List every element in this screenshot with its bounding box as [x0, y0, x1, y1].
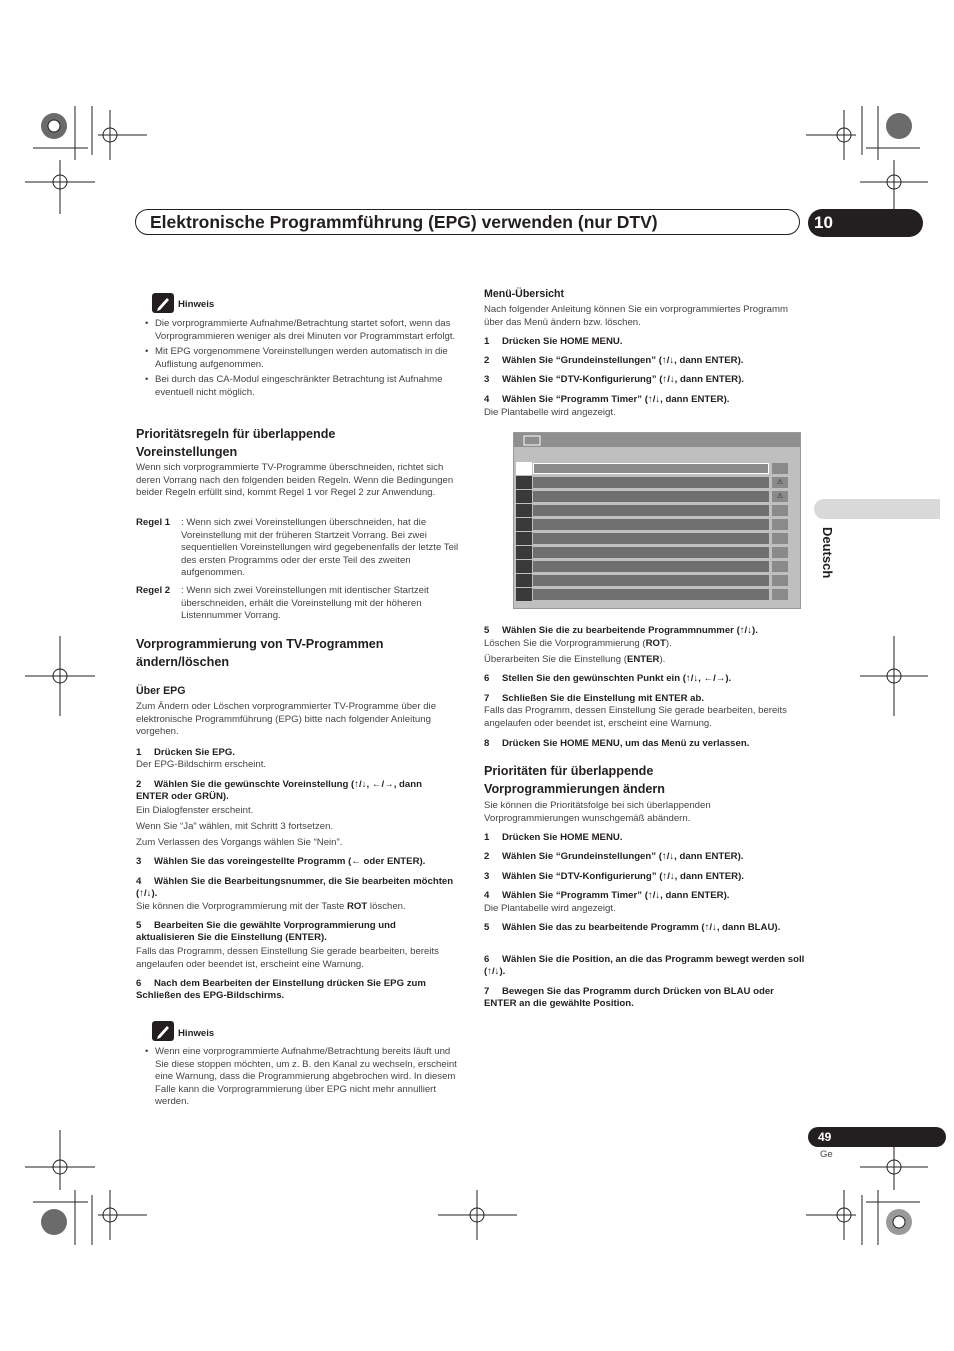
step-note: Der EPG-Bildschirm erscheint. — [136, 759, 267, 770]
rule-label: Regel 1 — [136, 517, 171, 528]
language-label — [815, 527, 839, 587]
note-icon — [152, 293, 174, 313]
step-note: Sie können die Vorprogrammierung mit der Taste ROT löschen. — [136, 901, 406, 912]
note-label: Hinweis — [178, 1028, 215, 1039]
section-heading: Prioritätsregeln für überlappende Voreinstellungen — [136, 427, 336, 459]
step: 5 Bearbeiten Sie die gewählte Vorprogrammierung und aktualisieren Sie die Einstellung (ENTER). — [136, 920, 396, 944]
list-item: • Die vorprogrammierte Aufnahme/Betrachtung startet sofort, wenn das Vorprogrammieren weniger als drei Minuten vor Programmstart erfolgt. — [145, 318, 461, 343]
rule-label: Regel 2 — [136, 585, 171, 596]
step: 6 Nach dem Bearbeiten der Einstellung drücken Sie EPG zum Schließen des EPG-Bildschirms. — [136, 978, 426, 1002]
step: 6 Stellen Sie den gewünschten Punkt ein (↑/↓, ←/→). — [484, 673, 732, 684]
step-note: Die Plantabelle wird angezeigt. — [484, 903, 616, 914]
step: 4 Wählen Sie “Programm Timer” (↑/↓, dann ENTER). — [484, 890, 730, 901]
step-note: Die Plantabelle wird angezeigt. — [484, 407, 616, 418]
list-item: • Bei durch das CA-Modul eingeschränkter Betrachtung ist Aufnahme eventuell nicht möglich. — [145, 374, 461, 399]
timer-row — [514, 574, 802, 588]
timer-row — [514, 462, 802, 476]
step-note: Zum Verlassen des Vorgangs wählen Sie “Nein”. — [136, 837, 343, 848]
step: 7 Schließen Sie die Einstellung mit ENTER ab. — [484, 693, 705, 704]
step-note: Wenn Sie “Ja” wählen, mit Schritt 3 fortsetzen. — [136, 821, 334, 832]
step: 4 Wählen Sie die Bearbeitungsnummer, die Sie bearbeiten möchten (↑/↓). — [136, 876, 454, 900]
section-heading: Vorprogrammierung von TV-Programmen ändern/löschen — [136, 637, 384, 669]
step: 1 Drücken Sie HOME MENU. — [484, 832, 623, 843]
step: 2 Wählen Sie die gewünschte Voreinstellung (↑/↓, ←/→, dann ENTER oder GRÜN). — [136, 779, 422, 803]
step-note: Ein Dialogfenster erscheint. — [136, 805, 254, 816]
chapter-number: 10 — [814, 213, 833, 232]
paragraph: Sie können die Prioritätsfolge bei sich überlappenden Vorprogrammierungen wunschgemäß abändern. — [484, 800, 711, 824]
timer-row — [514, 560, 802, 574]
timer-row — [514, 490, 802, 504]
language-text: Deutsch — [820, 527, 835, 579]
step: 1 Drücken Sie EPG. — [136, 747, 236, 758]
language-tab — [814, 499, 940, 519]
timer-row — [514, 476, 802, 490]
step: 8 Drücken Sie HOME MENU, um das Menü zu verlassen. — [484, 738, 750, 749]
pencil-icon — [152, 1021, 174, 1041]
step: 3 Wählen Sie das voreingestellte Programm (← oder ENTER). — [136, 856, 426, 867]
timer-row — [514, 518, 802, 532]
note-list — [145, 318, 461, 403]
step: 6 Wählen Sie die Position, an die das Programm bewegt werden soll (↑/↓). — [484, 954, 805, 978]
step: 7 Bewegen Sie das Programm durch Drücken von BLAU oder ENTER an die gewählte Position. — [484, 986, 774, 1010]
step-note: Löschen Sie die Vorprogrammierung (ROT). — [484, 638, 672, 649]
step-note: Falls das Programm, dessen Einstellung Sie gerade bearbeiten, bereits angelaufen oder beendet ist, erscheint eine Warnung. — [484, 705, 787, 729]
step-note: Überarbeiten Sie die Einstellung (ENTER). — [484, 654, 666, 665]
timer-screen — [513, 432, 801, 609]
step: 2 Wählen Sie “Grundeinstellungen” (↑/↓, dann ENTER). — [484, 851, 744, 862]
subheading: Menü-Übersicht — [484, 288, 565, 300]
pencil-icon — [152, 293, 174, 313]
page-language-code: Ge — [820, 1149, 833, 1160]
timer-row — [514, 504, 802, 518]
step: 1 Drücken Sie HOME MENU. — [484, 336, 623, 347]
step: 3 Wählen Sie “DTV-Konfigurierung” (↑/↓, dann ENTER). — [484, 871, 744, 882]
note-list — [145, 1046, 461, 1112]
rule-2 — [136, 585, 460, 623]
list-item: • Wenn eine vorprogrammierte Aufnahme/Betrachtung bereits läuft und Sie diese stoppen möchten, um z. B. den Kanal zu wechseln, erscheint eine Warnung, dass die Programmierung abgebrochen wird. In diesem Falle kann die Vorprogrammierung über EPG nicht mehr annulliert werden. — [145, 1046, 461, 1109]
warning-icon: ⚠ — [772, 477, 788, 488]
rule-text: : Wenn sich zwei Voreinstellungen überschneiden, hat die Voreinstellung mit der früheren Startzeit Vorrang. Bei zwei sequentiellen Voreinstellungen wird gegebenenfalls der letzte Teil des ersten Programms oder der erste Teil des zweiten aufgenommen. — [181, 517, 459, 579]
note-icon — [152, 1021, 174, 1041]
page-title: Elektronische Programmführung (EPG) verwenden (nur DTV) — [150, 212, 658, 232]
note-label: Hinweis — [178, 299, 215, 310]
step: 5 Wählen Sie die zu bearbeitende Programmnummer (↑/↓). — [484, 625, 758, 636]
step: 4 Wählen Sie “Programm Timer” (↑/↓, dann ENTER). — [484, 394, 730, 405]
paragraph: Nach folgender Anleitung können Sie ein vorprogrammiertes Programm über das Menü ändern bzw. löschen. — [484, 304, 788, 328]
rule-text: : Wenn sich zwei Voreinstellungen mit identischer Startzeit überschneiden, erhält die Voreinstellung mit der höheren Listennummer Vorrang. — [181, 585, 429, 622]
subheading: Über EPG — [136, 685, 186, 697]
step-note: Falls das Programm, dessen Einstellung Sie gerade bearbeiten, bereits angelaufen oder beendet ist, erscheint eine Warnung. — [136, 946, 439, 970]
list-item: • Mit EPG vorgenommene Voreinstellungen werden automatisch in die Auflistung aufgenommen. — [145, 346, 461, 371]
timer-row — [514, 546, 802, 560]
timer-row — [514, 588, 802, 602]
menu-icon — [522, 434, 546, 448]
section-heading: Prioritäten für überlappende Vorprogrammierungen ändern — [484, 764, 666, 796]
step: 3 Wählen Sie “DTV-Konfigurierung” (↑/↓, dann ENTER). — [484, 374, 744, 385]
timer-row — [514, 532, 802, 546]
step: 5 Wählen Sie das zu bearbeitende Programm (↑/↓, dann BLAU). — [484, 922, 781, 933]
rule-1 — [136, 517, 460, 580]
paragraph: Wenn sich vorprogrammierte TV-Programme überschneiden, richtet sich deren Vorrang nach den folgenden beiden Regeln. Wenn die Bedingungen beider Regeln erfüllt sind, kommt Regel 1 vor Regel 2 zur Anwendung. — [136, 462, 454, 499]
step: 2 Wählen Sie “Grundeinstellungen” (↑/↓, dann ENTER). — [484, 355, 744, 366]
screen-header — [514, 433, 800, 447]
page-number: 49 — [818, 1130, 832, 1144]
paragraph: Zum Ändern oder Löschen vorprogrammierter TV-Programme über die elektronische Programmführung (EPG) bitte nach folgender Anleitung vorgehen. — [136, 701, 437, 738]
warning-icon: ⚠ — [772, 491, 788, 502]
